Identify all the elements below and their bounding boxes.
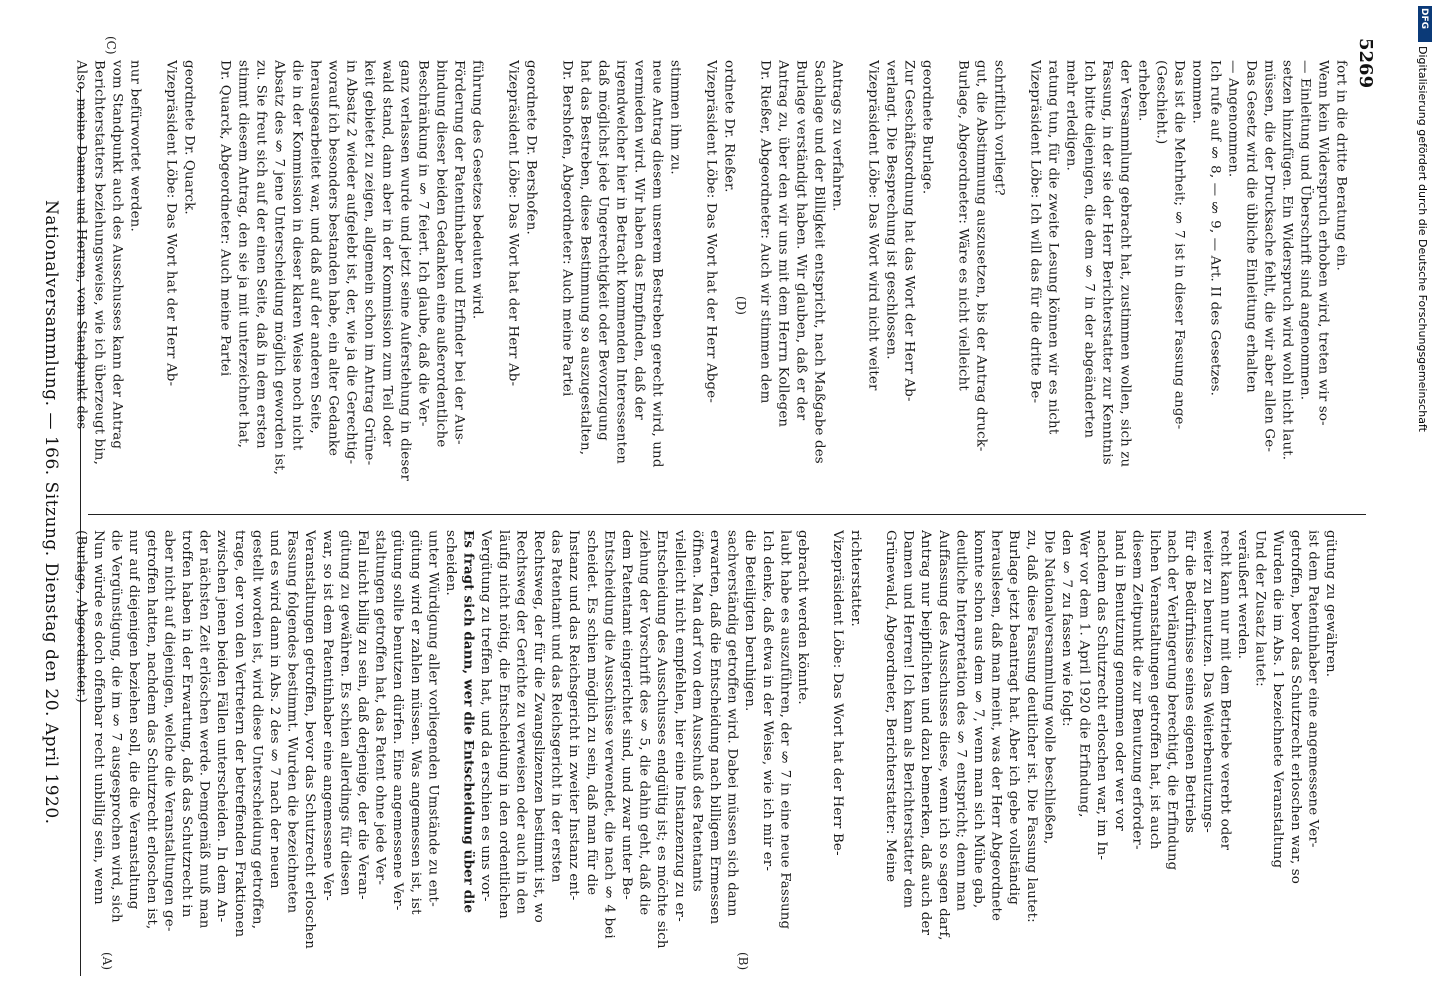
text-line: sachverständig getroffen wird. Dabei müssen sich dann xyxy=(724,530,740,917)
text-line: Ich denke, daß etwa in der Weise, wie ich mir er- xyxy=(759,530,775,872)
text-line: irgendwelcher hier in Betracht kommenden Interessenten xyxy=(613,60,629,465)
text-line: geordnete Burlage. xyxy=(919,60,935,195)
text-line: Fassung folgendes bestimmt. Wurden die bezeichneten xyxy=(284,530,300,914)
text-line: ist dem Patentinhaber eine angemessene Ver- xyxy=(1305,530,1321,848)
text-line: veräußert werden. xyxy=(1235,530,1250,660)
text-column-left xyxy=(66,530,1366,970)
text-line: schriftlich vorliegt? xyxy=(991,60,1007,196)
text-line: bindung dieser beiden Gedanken eine außerordentliche xyxy=(433,60,449,448)
text-line: nur befürwortet werden. xyxy=(127,60,143,232)
text-line: Damen und Herren! Ich kann als Berichterstatter dem xyxy=(900,530,916,909)
text-line: worauf ich besonders bestanden habe, ein alter Gedanke xyxy=(325,60,341,457)
text-line: nur auf diejenigen beziehen soll, die die Veranstaltung xyxy=(126,530,142,910)
text-line: (Burlage, Abgeordneter.) xyxy=(73,530,89,704)
text-line: Absatz des § 7 jene Unterscheidung möglich geworden ist, xyxy=(271,60,287,476)
text-line: Ich rufe auf § 8, — § 9, — Art. II des Gesetzes. xyxy=(1207,60,1223,397)
text-line: ganz verlassen wurde und jetzt seine Auferstehung in dieser xyxy=(397,60,413,481)
text-line: scheidet. Es schien möglich zu sein, daß man für die xyxy=(583,530,599,896)
text-line: Ich bitte diejenigen, die dem § 7 in der abgeänderten xyxy=(1081,60,1097,439)
text-line: lichen Veranstaltungen getroffen hat, ist auch xyxy=(1147,530,1162,850)
text-line: stimmen ihm zu. xyxy=(667,60,683,175)
text-line: Vizepräsident Löbe: Das Wort hat der Herr Abge- xyxy=(703,60,719,403)
text-line: Nun würde es doch offenbar recht unbillig sein, wenn xyxy=(91,530,106,905)
text-line: (Geschieht.) xyxy=(1153,60,1169,145)
text-line: zu. Sie freut sich auf der einen Seite, daß in dem ersten xyxy=(253,60,269,449)
text-line: gütung zu gewähren. Es schien allerdings für diesen xyxy=(337,530,353,896)
text-line: gut, die Abstimmung auszusetzen, bis der Antrag druck- xyxy=(973,60,989,452)
text-line: — Angenommen. xyxy=(1225,60,1241,178)
text-line: Dr. Bershofen, Abgeordneter: Auch meine Partei xyxy=(559,60,575,397)
page-number: 5269 xyxy=(1355,38,1376,89)
text-line: nommen. xyxy=(1189,60,1205,124)
text-line: Vizepräsident Löbe: Das Wort wird nicht weiter xyxy=(865,60,881,391)
text-line: Vizepräsident Löbe: Das Wort hat der Herr Ab- xyxy=(163,60,179,387)
text-line: den § 7 zu fassen wie folgt: xyxy=(1059,530,1074,727)
margin-marker-d: (D) xyxy=(734,296,748,315)
text-line: vielleicht nicht empfehlen, hier eine Instanzenzug zu er- xyxy=(671,530,687,922)
text-line: land in Benutzung genommen oder wer vor xyxy=(1111,530,1127,831)
dfg-logo-text: DFG xyxy=(1419,8,1429,30)
text-column-right xyxy=(66,60,1366,510)
text-line: stimmt diesem Antrag, den sie ja mit unterzeichnet hat, xyxy=(235,60,251,448)
text-line: Antrags zu verfahren. xyxy=(829,60,845,212)
text-line: Zur Geschäftsordnung hat das Wort der Herr Ab- xyxy=(901,60,917,402)
text-line: der nächsten Zeit erlöschen werde. Demgemäß muß man xyxy=(196,530,212,929)
text-line: müssen, die der Drucksache fehlt, die wir aber allen Ge- xyxy=(1261,60,1277,453)
text-line: Entscheidung die Ausschüsse verwendet, die nach § 4 bei xyxy=(601,530,617,939)
text-line: setzen hinzufügen. Ein Widerspruch wird wohl nicht laut. xyxy=(1279,60,1295,461)
text-line: Das Gesetz wird die übliche Einleitung erhalten xyxy=(1243,60,1259,393)
text-line: keit gebietet zu zeigen, allgemein schon im Antrag Grüne- xyxy=(361,60,377,466)
text-line: nachdem das Schutzrecht erloschen war, im In- xyxy=(1094,530,1110,861)
text-line: Beschränkung in § 7 feiert. Ich glaube, daß die Ver- xyxy=(415,60,431,427)
text-line: Wurden die im Abs. 1 bezeichnete Veranstaltung xyxy=(1270,530,1286,869)
text-line: gütung wird er zahlen müssen. Was angemessen ist, ist xyxy=(407,530,423,915)
text-line: daß möglichst jede Ungerechtigkeit oder Bevorzugung xyxy=(595,60,611,441)
text-line: und es wird dann in Abs. 2 des § 7 nach der neuen xyxy=(267,530,282,889)
text-line: gestellt worden ist, wird diese Unterscheidung getroffen, xyxy=(249,530,265,930)
text-line: Förderung der Patentinhaber und Erfinder bei der Aus- xyxy=(451,60,467,445)
text-line: Rechtsweg der Gerichte zu verweisen oder auch in den xyxy=(513,530,529,915)
margin-marker-b: (B) xyxy=(736,952,750,971)
text-line: gütung sollte benutzen dürfen. Eine angemessene Ver- xyxy=(390,530,406,911)
digitization-credit: Digitalisierung gefördert durch die Deutsche Forschungsgemeinschaft xyxy=(1416,46,1429,432)
running-header: Nationalversammlung. — 166. Sitzung. Dienstag den 20. April 1920. xyxy=(41,200,61,825)
text-line: erwarten, daß die Entscheidung nach billigem Ermessen xyxy=(707,530,722,925)
text-line: deutliche Interpretation des § 7 entspricht; denn man xyxy=(953,530,969,912)
text-line: Das ist die Mehrheit; § 7 ist in dieser Fassung ange- xyxy=(1171,60,1187,430)
text-line: Grünewald, Abgeordneter, Berichterstatter: Meine xyxy=(883,530,898,883)
text-line: dem Patentamt eingerichtet sind, und zwar unter Be- xyxy=(619,530,634,900)
text-line: Instanz und das Reichsgericht in zweiter Instanz ent- xyxy=(566,530,582,901)
text-line: Vergütung zu treffen hat, und da erschien es uns vor- xyxy=(478,530,494,902)
text-line: ziehung der Vorschrift des § 5, die dahin geht, daß die xyxy=(636,530,652,916)
text-line: Sachlage und der Billigkeit entspricht, nach Maßgabe des xyxy=(811,60,827,464)
text-line: unter Würdigung aller vorliegenden Umstände zu ent- xyxy=(425,530,441,907)
text-line: geordnete Dr. Bershofen. xyxy=(523,60,539,235)
text-line: getroffen hatten, nachdem das Schutzrecht erloschen ist, xyxy=(143,530,159,930)
text-line: konnte schon aus dem § 7, wenn man sich Mühe gab, xyxy=(971,530,986,909)
text-line: wald stand, dann aber in der Kommission zum Teil oder xyxy=(379,60,395,447)
text-line: erheben. xyxy=(1135,60,1151,122)
text-line: Burlage jetzt beantragt hat. Aber ich gebe vollständig xyxy=(1006,530,1022,905)
text-line: scheiden. xyxy=(443,530,458,596)
text-line: zu, daß diese Fassung deutlicher ist. Die Fassung lautet: xyxy=(1023,530,1039,923)
margin-marker-c: (C) xyxy=(104,36,118,55)
text-line: Vizepräsident Löbe: Ich will das für die dritte Be- xyxy=(1027,60,1043,404)
text-line: diesem Zeitpunkt die zur Benutzung erforder- xyxy=(1129,530,1145,850)
text-line: nach der Verlängerung berechtigt, die Erfindung xyxy=(1164,530,1180,871)
text-line: getroffen, bevor das Schutzrecht erloschen war, so xyxy=(1287,530,1303,885)
text-line: Dr. Rießer, Abgeordneter: Auch wir stimmen dem xyxy=(757,60,773,404)
text-line: — Einleitung und Überschrift sind angenommen. xyxy=(1297,60,1313,401)
text-line: Burlage, Abgeordneter: Wäre es nicht vielleicht xyxy=(955,60,971,391)
text-line: geordnete Dr. Quarck. xyxy=(181,60,197,215)
text-line: ratung tun, für die zweite Lesung können wir es nicht xyxy=(1045,60,1061,435)
text-line: troffen haben in der Erwartung, daß das Schutzrecht in xyxy=(179,530,194,918)
text-line: Burlage verständigt haben. Wir glauben, daß er der xyxy=(793,60,809,421)
text-line: öffnen. Man darf von dem Ausschuß des Patentamts xyxy=(689,530,705,892)
text-line: ordnete Dr. Rießer. xyxy=(721,60,737,193)
text-line: für die Bedürfnisse seines eigenen Betriebs xyxy=(1182,530,1198,833)
text-line: Auffassung des Ausschusses diese, wenn ich so sagen darf, xyxy=(935,530,951,941)
column-divider xyxy=(88,514,1366,515)
text-line: herauslesen, daß man meint, was der Herr Abgeordnete xyxy=(988,530,1004,922)
text-line: zwischen jenen beiden Fällen unterscheiden. In dem An- xyxy=(214,530,230,923)
text-line: war, so ist dem Patentinhaber eine angemessene Ver- xyxy=(319,530,335,901)
text-line: richterstatter. xyxy=(847,530,863,627)
text-line: Wer vor dem 1. April 1920 die Erfindung, xyxy=(1076,530,1092,818)
text-line: staltungen getroffen hat, das Patent ohne jede Ver- xyxy=(372,530,388,885)
text-line: gebracht werden könnte. xyxy=(795,530,810,705)
text-line: laubt habe es auszuführen, der § 7 in eine neue Fassung xyxy=(777,530,793,930)
text-line: Fassung, in der sie der Herr Berichterstatter zur Kenntnis xyxy=(1099,60,1115,465)
text-line: Vizepräsident Löbe: Das Wort hat der Herr Ab- xyxy=(505,60,521,387)
text-line: die in der Kommission in dieser klaren Weise noch nicht xyxy=(289,60,305,451)
text-line: herausgearbeitet war, und daß auf der anderen Seite, xyxy=(307,60,323,434)
text-line: Die Nationalversammlung wolle beschließen, xyxy=(1041,530,1057,845)
text-line: die Vergünstigung, die im § 7 ausgesprochen wird, sich xyxy=(108,530,124,923)
text-line: aber nicht auf diejenigen, welche die Veranstaltungen ge- xyxy=(161,530,177,932)
text-line: der Versammlung gebracht hat, zustimmen wollen, sich zu xyxy=(1117,60,1133,468)
text-line: Wenn kein Widerspruch erhoben wird, treten wir so- xyxy=(1315,60,1331,426)
text-line: in Absatz 2 wieder aufgelebt ist, der, wie ja die Gerechtig- xyxy=(343,60,359,465)
text-line: gütung zu gewähren. xyxy=(1323,530,1338,678)
margin-marker-a: (A) xyxy=(100,952,114,971)
text-line: Antrag nur beipflichten und dazu bemerken, daß auch der xyxy=(918,530,934,936)
text-line: verlangt. Die Besprechung ist geschlossen. xyxy=(883,60,899,360)
text-line: Veranstaltungen getroffen, bevor das Schutzrecht erloschen xyxy=(302,530,318,950)
text-line: hat das Bestreben, diese Bestimmung so auszugestalten, xyxy=(577,60,593,456)
text-line: läufig nicht nötig, die Entscheidung in den ordentlichen xyxy=(495,530,511,919)
text-line: Also, meine Damen und Herren, vom Standpunkt des xyxy=(73,60,89,430)
text-line: neue Antrag diesem unserem Bestreben gerecht wird, und xyxy=(649,60,665,468)
text-line: Vizepräsident Löbe: Das Wort hat der Herr Be- xyxy=(830,530,846,856)
text-line: Fall nicht billig zu sein, daß derjenige, der die Veran- xyxy=(355,530,370,900)
text-line: fort in die dritte Beratung ein. xyxy=(1333,60,1349,271)
text-line: Antrag zu, über den wir uns mit dem Herrn Kollegen xyxy=(775,60,791,428)
text-line: das Patentamt und das Reichsgericht in der ersten xyxy=(548,530,564,883)
text-line: Rechtsweg, der für die Zwangslizenzen bestimmt ist, wo xyxy=(531,530,546,923)
text-line: vermieden wird. Wir haben das Empfinden, daß der xyxy=(631,60,647,420)
text-line: trage, der von den Vertretern der betreffenden Fraktionen xyxy=(231,530,247,938)
text-line: führung des Gesetzes bedeuten wird. xyxy=(469,60,485,320)
text-line: recht kann nur mit dem Betriebe vererbt oder xyxy=(1217,530,1233,851)
text-line: mehr erledigen. xyxy=(1063,60,1079,171)
text-line: Berichterstatters beziehungsweise, wie ich überzeugt bin, xyxy=(91,60,107,465)
text-line: Dr. Quarck, Abgeordneter: Auch meine Partei xyxy=(217,60,233,377)
text-line: Es fragt sich dann, wer die Entscheidung über die xyxy=(460,530,477,914)
text-line: Entscheidung des Ausschusses endgültig ist; es möchte sich xyxy=(654,530,670,949)
text-line: weiter zu benutzen. Das Weiterbenutzungs- xyxy=(1199,530,1215,833)
text-line: vom Standpunkt auch des Ausschusses kann der Antrag xyxy=(109,60,125,450)
text-line: die Beteiligten beruhigen. xyxy=(742,530,758,712)
text-line: Und der Zusatz lautet: xyxy=(1252,530,1268,687)
